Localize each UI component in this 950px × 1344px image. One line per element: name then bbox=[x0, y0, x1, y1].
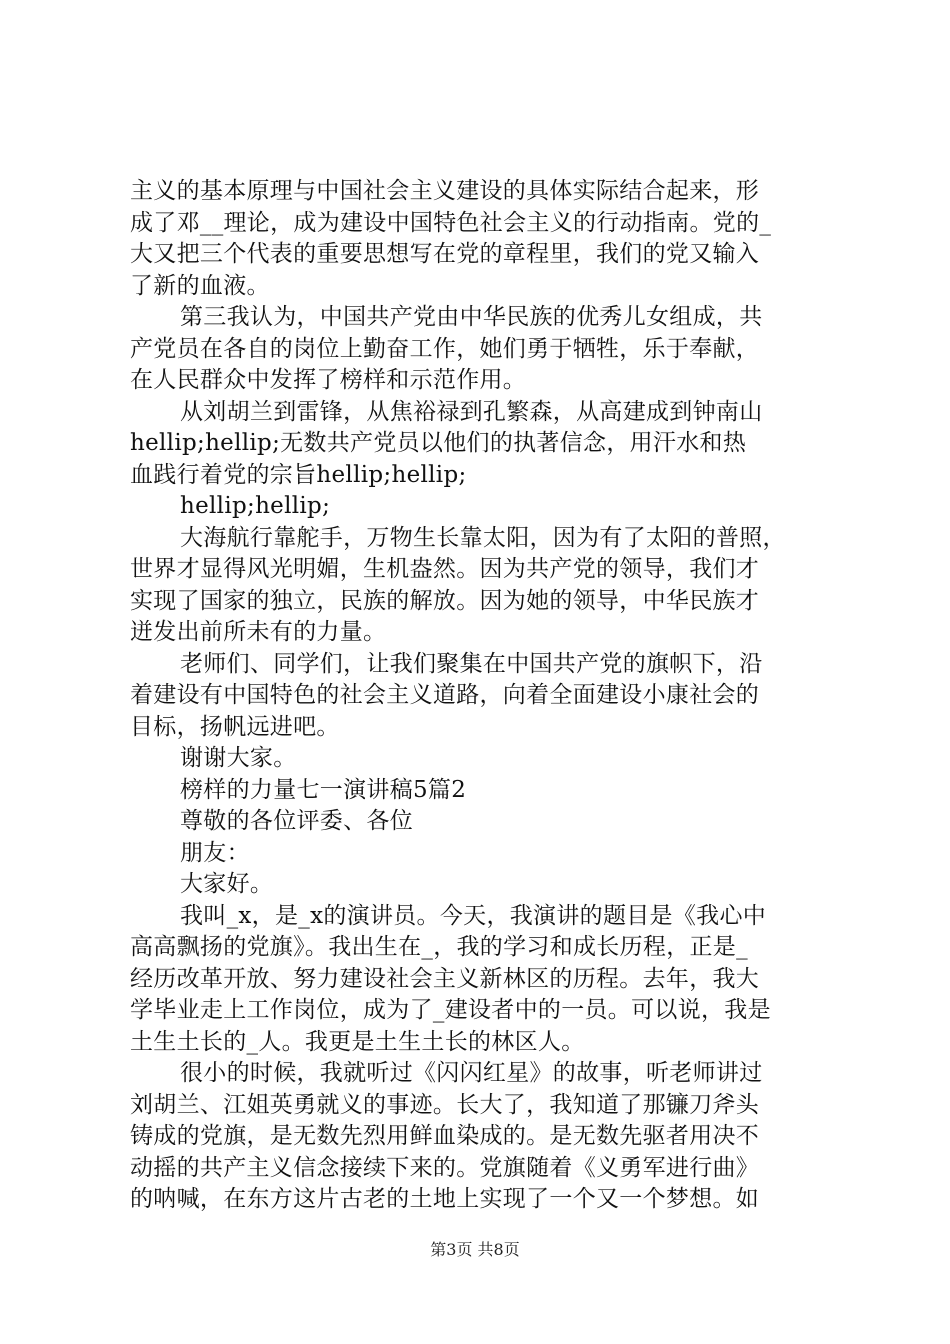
text-line: 刘胡兰、江姐英勇就义的事迹。长大了，我知道了那镰刀斧头 bbox=[130, 1091, 760, 1118]
text-line: 土生土长的_人。我更是土生土长的林区人。 bbox=[130, 1028, 585, 1055]
text-line: 血践行着党的宗旨hellip;hellip; bbox=[130, 461, 467, 488]
text-line: 铸成的党旗，是无数先烈用鲜血染成的。是无数先驱者用决不 bbox=[130, 1123, 760, 1149]
text-line: 尊敬的各位评委、各位 bbox=[180, 808, 413, 834]
text-line: 主义的基本原理与中国社会主义建设的具体实际结合起来，形 bbox=[130, 178, 760, 204]
text-line: 第三我认为，中国共产党由中华民族的优秀儿女组成，共 bbox=[180, 304, 763, 330]
text-line: 动摇的共产主义信念接续下来的。党旗随着《义勇军进行曲》 bbox=[130, 1154, 760, 1181]
text-line: 成了邓__理论，成为建设中国特色社会主义的行动指南。党的_ bbox=[130, 209, 772, 236]
text-line: 世界才显得风光明媚，生机盎然。因为共产党的领导，我们才 bbox=[130, 556, 760, 582]
text-line: 大海航行靠舵手，万物生长靠太阳，因为有了太阳的普照， bbox=[180, 524, 786, 551]
text-line: 大家好。 bbox=[180, 871, 274, 897]
text-line: 高高飘扬的党旗》。我出生在_，我的学习和成长历程，正是_ bbox=[130, 934, 748, 960]
text-line: 我叫_x，是_x的演讲员。今天，我演讲的题目是《我心中 bbox=[180, 902, 767, 929]
text-line: 实现了国家的独立，民族的解放。因为她的领导，中华民族才 bbox=[130, 587, 760, 614]
text-line: 很小的时候，我就听过《闪闪红星》的故事，听老师讲过 bbox=[180, 1060, 763, 1086]
text-line: 学毕业走上工作岗位，成为了_建设者中的一员。可以说，我是 bbox=[130, 997, 771, 1023]
text-line: 经历改革开放、努力建设社会主义新林区的历程。去年，我大 bbox=[130, 965, 760, 992]
text-line: hellip;hellip; bbox=[180, 493, 331, 519]
text-line: hellip;hellip;无数共产党员以他们的执著信念，用汗水和热 bbox=[130, 430, 747, 456]
text-line: 在人民群众中发挥了榜样和示范作用。 bbox=[130, 367, 527, 393]
text-line: 朋友： bbox=[180, 839, 250, 866]
text-line: 的呐喊，在东方这片古老的土地上实现了一个又一个梦想。如 bbox=[130, 1186, 760, 1212]
text-line: 谢谢大家。 bbox=[180, 745, 297, 771]
text-line: 大又把三个代表的重要思想写在党的章程里，我们的党又输入 bbox=[130, 241, 760, 267]
text-line: 了新的血液。 bbox=[130, 272, 270, 299]
text-line: 目标，扬帆远进吧。 bbox=[130, 713, 340, 740]
text-line: 迸发出前所未有的力量。 bbox=[130, 619, 387, 645]
document-body bbox=[130, 176, 835, 1216]
page-footer: 第3页 共8页 bbox=[430, 1240, 520, 1259]
section-title: 榜样的力量七一演讲稿5篇2 bbox=[180, 776, 467, 803]
text-line: 产党员在各自的岗位上勤奋工作，她们勇于牺牲，乐于奉献， bbox=[130, 335, 760, 362]
text-line: 老师们、同学们，让我们聚集在中国共产党的旗帜下，沿 bbox=[180, 650, 763, 677]
text-line: 着建设有中国特色的社会主义道路，向着全面建设小康社会的 bbox=[130, 682, 760, 708]
text-line: 从刘胡兰到雷锋，从焦裕禄到孔繁森，从高建成到钟南山 bbox=[180, 398, 763, 425]
